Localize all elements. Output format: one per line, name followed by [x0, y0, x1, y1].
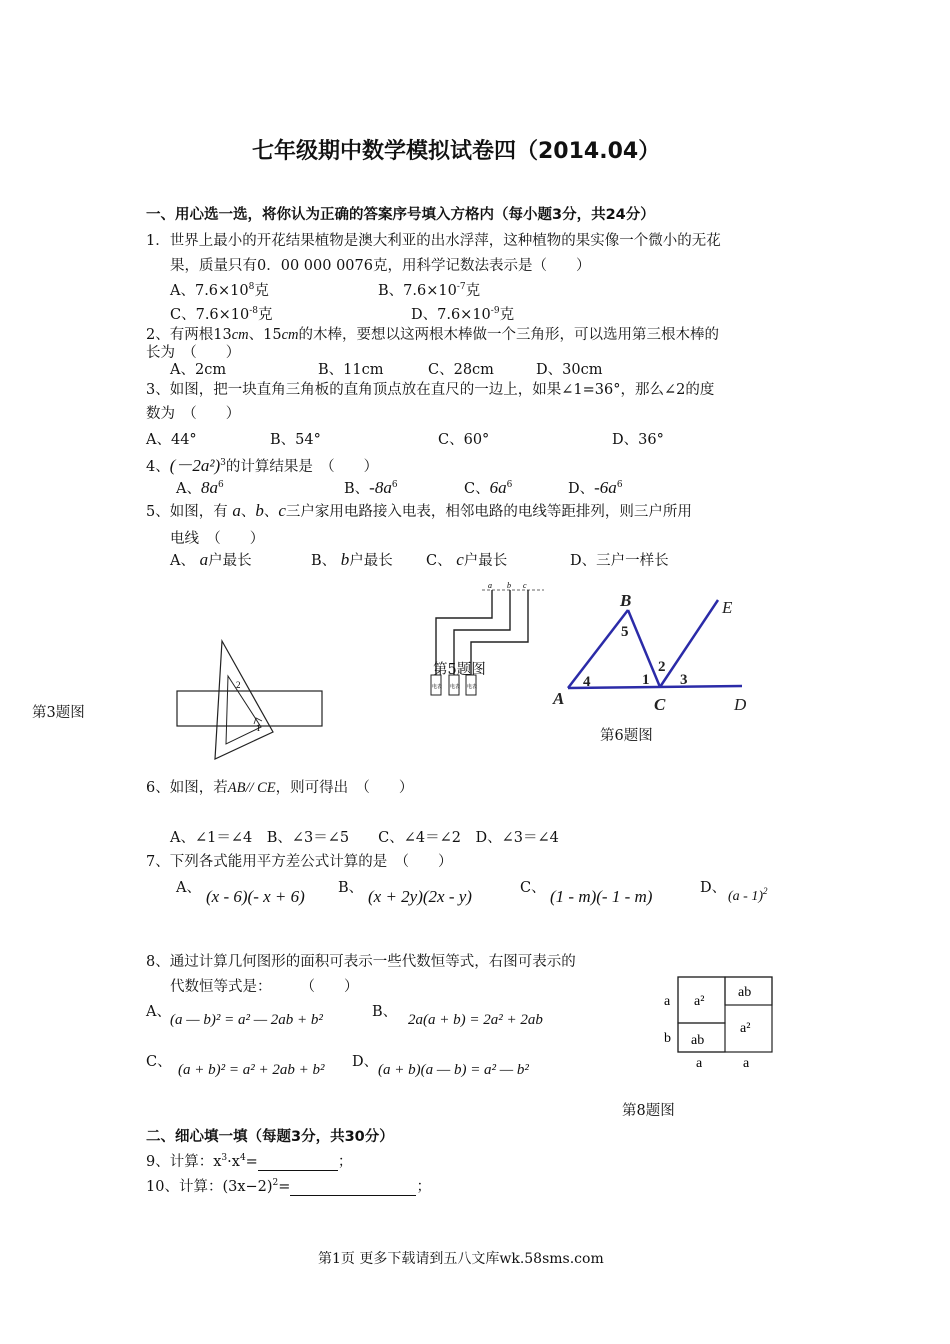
fig5-meter-b-label: 电表 [450, 685, 461, 690]
fig6-label-E: E [722, 598, 733, 617]
q5-stem-line2: 电线 （ ） [170, 531, 265, 547]
q7-option-c-label: C、 [520, 880, 546, 896]
q6-stem: 6、如图，若AB// CE，则可得出 （ ） [146, 780, 414, 796]
fig6-caption: 第6题图 [600, 728, 653, 744]
q5-option-d: D、三户一样长 [570, 553, 669, 569]
q5-option-b: B、 b户最长 [311, 550, 393, 569]
q1-option-b: B、$7.6\times 10^{-7}$克 [378, 282, 481, 299]
fig6-label-D: D [734, 695, 747, 714]
fig3-triangle-ruler [170, 636, 330, 764]
q5-stem-line1: 5、如图，有 a、b、c三户家用电路接入电表，相邻电路的电线等距排列，则三户所用 [146, 501, 692, 520]
fig8-left-a-label: a [664, 994, 671, 1009]
fig6-label-A: A [553, 689, 565, 708]
fig8-ab-bottom-label: ab [691, 1033, 705, 1048]
fig8-left-b-label: b [664, 1031, 671, 1046]
q8-option-c-label: C、 [146, 1054, 172, 1070]
page-footer: 第1页 更多下载请到五八文库wk.58sms.com [318, 1251, 604, 1267]
fig6-label-B: B [620, 591, 632, 610]
q7-option-d-label: D、 [700, 880, 727, 896]
q5-option-c: C、 c户最长 [426, 550, 508, 569]
fig6-line-AD [568, 686, 742, 688]
q3-stem-line1: 3、如图，把一块直角三角板的直角顶点放在直尺的一边上，如果∠1=36°，那么∠2的度 [146, 382, 715, 398]
q3-option-c: C、60° [438, 432, 490, 448]
fig8-a2-top-label: a² [694, 994, 705, 1009]
fig6-angle-1: 1 [642, 672, 650, 688]
q8-option-b: 2a(a + b) = 2a² + 2ab [408, 1012, 543, 1028]
fig8-ab-top-label: ab [738, 985, 752, 1000]
q4-option-d: D、$-6a^6$ [568, 478, 623, 497]
q10-answer-blank[interactable] [290, 1179, 416, 1196]
page-title: 七年级期中数学模拟试卷四（2014.04） [252, 139, 661, 164]
fig8-area-diagram [656, 970, 776, 1074]
q9-answer-blank[interactable] [258, 1154, 338, 1171]
q8-stem-line1: 8、通过计算几何图形的面积可表示一些代数恒等式，右图可表示的 [146, 954, 576, 970]
fig5-label-b: b [507, 581, 511, 590]
q1-stem-line1: 1．世界上最小的开花结果植物是澳大利亚的出水浮萍，这种植物的果实像一个微小的无花 [146, 233, 721, 249]
q8-option-b-label: B、 [372, 1004, 398, 1020]
q7-option-d: (a - 1)$^2$ [728, 886, 768, 904]
fig5-caption: 第5题图 [433, 662, 486, 678]
fig8-a2-right-label: a² [740, 1021, 751, 1036]
q3-option-a: A、44° [146, 432, 197, 448]
fig5-meter-a-label: 电表 [432, 685, 443, 690]
fig6-geometry-diagram [548, 588, 774, 716]
q8-option-a-label: A、 [146, 1004, 171, 1020]
q5-option-a: A、 a户最长 [170, 550, 252, 569]
q8-option-c: (a + b)² = a² + 2ab + b² [178, 1062, 325, 1078]
q8-option-a: (a — b)² = a² — 2ab + b² [170, 1012, 323, 1028]
q1-option-c: C、$7.6\times 10^{-8}$克 [170, 306, 273, 323]
fig6-angle-4: 4 [583, 674, 591, 690]
q1-option-d: D、$7.6\times 10^{-9}$克 [411, 306, 515, 323]
q7-option-c: (1 - m)(- 1 - m) [550, 887, 653, 906]
q4-option-c: C、$6a^6$ [464, 478, 513, 497]
q7-option-a: (x - 6)(- x + 6) [206, 887, 305, 906]
q4-stem: 4、$(-2a^2)^3$的计算结果是 （ ） [146, 456, 379, 475]
q4-option-a: A、$8a^6$ [176, 478, 224, 497]
q1-stem-line2: 果，质量只有0．00 000 0076克，用科学记数法表示是（ ） [170, 258, 591, 274]
q1-option-a: A、$7.6\times 10^8$克 [170, 282, 269, 299]
fig3-angle-2-label: 2 [236, 680, 241, 690]
q3-option-d: D、36° [612, 432, 664, 448]
section-2-heading: 二、细心填一填（每题3分，共30分） [146, 1129, 394, 1145]
q3-stem-line2: 数为 （ ） [146, 406, 241, 422]
fig5-meter-c-label: 电表 [467, 685, 478, 690]
q8-option-d: (a + b)(a — b) = a² — b² [378, 1062, 529, 1078]
fig6-angle-2: 2 [658, 659, 666, 675]
fig6-angle-3: 3 [680, 672, 688, 688]
fig6-line-AB [568, 610, 628, 688]
fig5-wiring-diagram [424, 580, 550, 698]
fig8-bottom-a1-label: a [696, 1056, 703, 1071]
fig5-label-c: c [523, 581, 527, 590]
q3-option-b: B、54° [270, 432, 321, 448]
q7-option-a-label: A、 [176, 880, 201, 896]
q2-option-d: D、30cm [536, 362, 603, 378]
fig8-caption: 第8题图 [622, 1103, 675, 1119]
section-1-heading: 一、用心选一选，将你认为正确的答案序号填入方格内（每小题3分，共24分） [146, 207, 655, 223]
fig6-label-C: C [654, 695, 666, 714]
q4-option-b: B、$-8a^6$ [344, 478, 398, 497]
fig6-angle-5: 5 [621, 624, 629, 640]
fig3-inner-triangle [226, 676, 261, 744]
q6-options: A、∠1＝∠4 B、∠3＝∠5 C、∠4＝∠2 D、∠3＝∠4 [170, 830, 559, 846]
q10: 10、计算：$(3x-2)^2=$ ； [146, 1178, 431, 1195]
q7-option-b-label: B、 [338, 880, 364, 896]
fig8-bottom-a2-label: a [743, 1056, 750, 1071]
fig3-caption: 第3题图 [32, 705, 85, 721]
fig5-label-a: a [488, 581, 492, 590]
q7-option-b: (x + 2y)(2x - y) [368, 887, 472, 906]
fig6-line-CE [660, 600, 718, 687]
q2-stem-line1: 2、有两根13cm、15cm的木棒，要想以这两根木棒做一个三角形，可以选用第三根木棒的 [146, 327, 719, 343]
q8-stem-line2: 代数恒等式是： （ ） [170, 979, 359, 995]
q9: 9、计算：$x^3\cdot x^4=$ ； [146, 1153, 353, 1170]
q2-option-b: B、11cm [318, 362, 384, 378]
q2-stem-line2: 长为 （ ） [146, 345, 241, 361]
q2-option-c: C、28cm [428, 362, 494, 378]
q2-option-a: A、2cm [170, 362, 227, 378]
q8-option-d-label: D、 [352, 1054, 379, 1070]
fig3-angle-1-label: 1 [256, 723, 261, 733]
q7-stem: 7、下列各式能用平方差公式计算的是 （ ） [146, 854, 453, 870]
